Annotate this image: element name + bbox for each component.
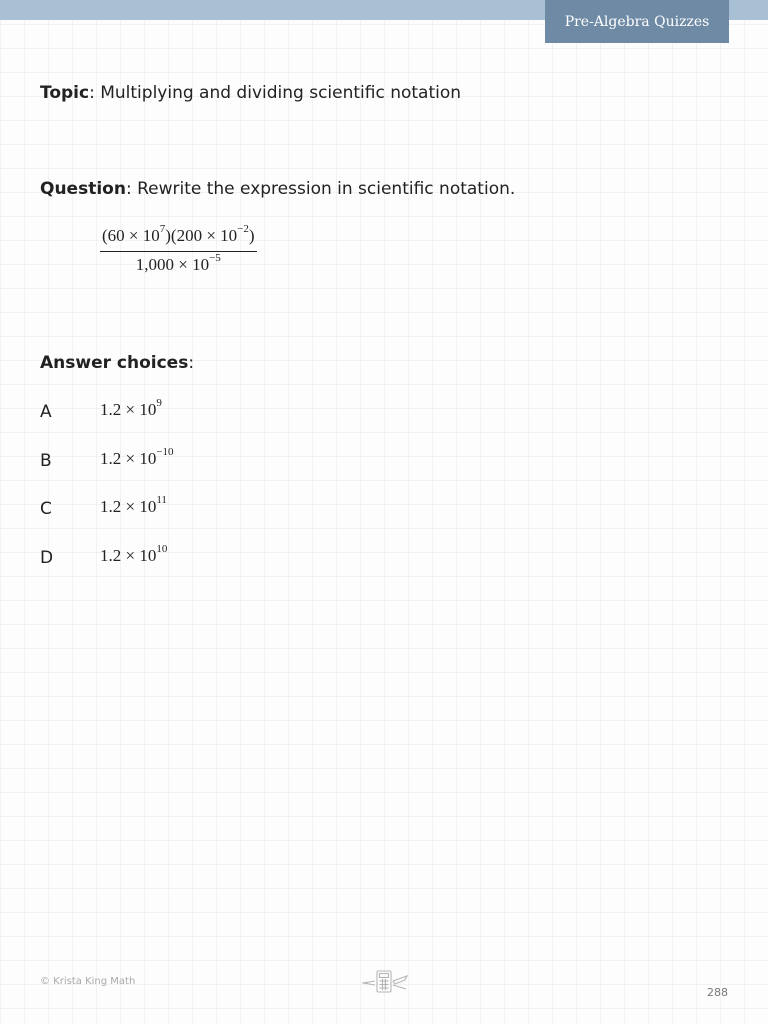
expression-numerator — [100, 224, 257, 252]
answers-heading — [40, 352, 194, 374]
answers-label: Answer choices — [40, 353, 189, 373]
question-text: : Rewrite the expression in scientific notation. — [125, 179, 516, 199]
choice-exponent: 9 — [156, 397, 162, 410]
question-label: Question — [40, 179, 126, 199]
answer-choice-b[interactable] — [40, 446, 340, 473]
header-tab — [545, 0, 729, 43]
question-expression — [100, 224, 257, 277]
choice-letter: D — [40, 548, 54, 568]
question-line — [40, 178, 515, 200]
topic-line — [40, 82, 461, 104]
answer-choice-c[interactable] — [40, 494, 340, 521]
choice-value — [100, 494, 167, 517]
expression-denominator — [136, 252, 221, 277]
choice-letter: A — [40, 402, 52, 422]
choice-value — [100, 543, 168, 566]
choice-letter: B — [40, 451, 52, 471]
choice-base: 1.2 × 10 — [100, 497, 157, 516]
numerator-part-b: )(200 × 10 — [165, 226, 238, 245]
choice-exponent: 10 — [156, 543, 168, 556]
header-label: Pre-Algebra Quizzes — [564, 13, 710, 30]
page-number: 288 — [707, 986, 728, 999]
choice-base: 1.2 × 10 — [100, 400, 157, 419]
answer-choice-a[interactable] — [40, 397, 340, 424]
choice-base: 1.2 × 10 — [100, 449, 157, 468]
topic-text: : Multiplying and dividing scientific notation — [89, 83, 462, 103]
denominator-coeff: 1,000 × 10 — [135, 255, 210, 274]
choice-value — [100, 446, 174, 469]
topic-label: Topic — [40, 83, 90, 103]
denominator-exp: −5 — [209, 252, 221, 265]
numerator-exp-a: 7 — [159, 223, 166, 236]
choice-value — [100, 397, 162, 420]
numerator-exp-b: −2 — [237, 223, 249, 236]
choice-base: 1.2 × 10 — [100, 546, 157, 565]
choice-letter: C — [40, 499, 52, 519]
choice-exponent: −10 — [156, 446, 174, 459]
answer-choice-d[interactable] — [40, 543, 340, 570]
numerator-close: ) — [248, 226, 255, 245]
answers-colon: : — [188, 353, 195, 373]
numerator-part-a: (60 × 10 — [102, 226, 160, 245]
footer-copyright: © Krista King Math — [40, 976, 136, 987]
choice-exponent: 11 — [156, 494, 167, 507]
calculator-pencil-icon — [360, 968, 410, 996]
